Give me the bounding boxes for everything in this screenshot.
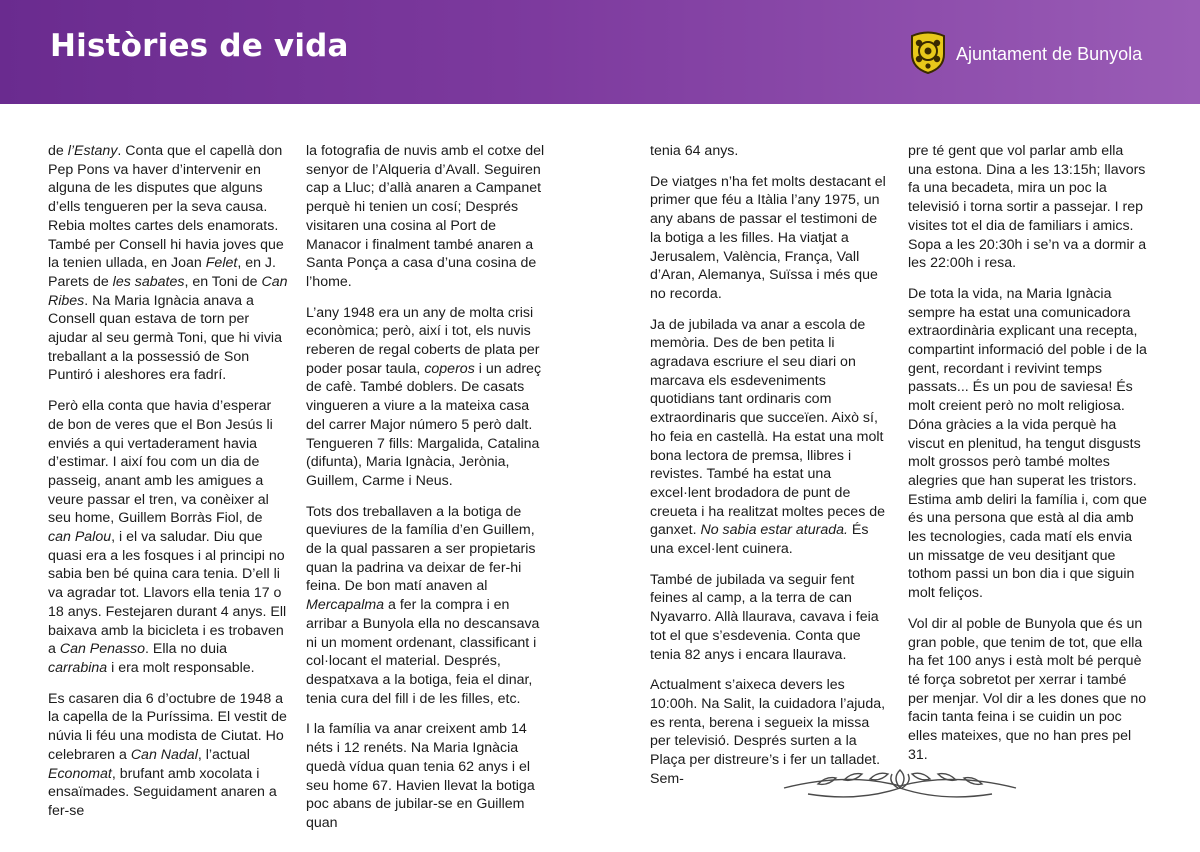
text-segment: , en J. Parets de [48, 255, 276, 290]
italic-text: Economat [48, 765, 112, 782]
text-segment: . Conta que el capellà don Pep Pons va haver d’intervenir en alguna de les disputes que alguns d’ells tengueren per la seva causa. Rebia moltes cartes dels enamorats. També per Consell hi havia joves que la tenien ullada, en Joan [48, 143, 284, 272]
text-segment: Però ella conta que havia d’esperar de bon de veres que el Bon Jesús li enviés a qui vertaderament havia d’estimar. I així fou com un dia de passeig, anant amb les amigues a veure passar el tren, va conèixer al seu home, Guillem Borràs Fiol, de [48, 398, 273, 527]
text-segment: De viatges n’ha fet molts destacant el primer que féu a Itàlia l’any 1975, un any abans de passar el testimoni de la botiga a les filles. Ha viatjat a Jerusalem, València, França, Vall d’Aran, Alemanya, Suïssa i més que no recorda. [650, 173, 886, 302]
text-segment: de [48, 143, 68, 159]
text-segment: Tots dos treballaven a la botiga de queviures de la família d’en Guillem, de la qual passaren a ser propietaris quan la padrina va deixar de fer-hi feina. De bon matí anaven al [306, 503, 536, 595]
italic-text: les sabates [112, 273, 185, 290]
text-segment: I la família va anar creixent amb 14 néts i 12 renéts. Na Maria Ignàcia quedà vídua quan tenia 62 anys i el seu home 67. Havien llevat la botiga poc abans de jubilar-se en Guillem quan [306, 721, 535, 831]
coat-of-arms-icon [908, 30, 948, 79]
italic-text: Can Penasso [59, 641, 146, 658]
organization-name: Ajuntament de Bunyola [956, 44, 1143, 64]
text-segment: Vol dir al poble de Bunyola que és un gran poble, que tenim de tot, que ella ha fet 100 anys i està molt bé perquè té força sobretot per xerrar i també per menjar. Vol dir a les dones que no facin tanta feina i se cuidin un poc elles mateixes, que no han pres pel 31. [908, 615, 1147, 763]
italic-text: coperos [424, 360, 475, 377]
paragraph [908, 615, 1148, 765]
text-segment: Ja de jubilada va anar a escola de memòria. Des de ben petita li agradava escriure el seu diari on marcava els esdeveniments quotidians tant ordinaris com extraordinaris que succeïen. Això sí, ho feia en castellà. Ha estat una molt bona lectora de premsa, llibres i revistes. També ha estat una excel·lent brodadora de punt de creueta i ha realitzat moltes peces de ganxet. [650, 316, 886, 539]
italic-text: Can Ribes [48, 273, 288, 309]
italic-text: carrabina [48, 659, 108, 676]
text-segment: De tota la vida, na Maria Ignàcia sempre ha estat una comunicadora extraordinària explicant una recepta, compartint informació del poble i de la gent, recordant i revivint temps passats... És un pou de saviesa! És molt creient però no molt religiosa. Dóna gràcies a la vida perquè ha viscut en plenitud, ha tengut disgusts molt grossos però també moltes alegries que han superat les tristors. Estima amb deliri la família i, com que és una persona que està al dia amb les tecnologies, cada matí els envia un missatge de veu desitjant que tothom passi un bon dia i que siguin molt feliços. [908, 285, 1147, 602]
laurel-ornament-icon [778, 762, 1022, 811]
paragraph [908, 285, 1148, 603]
paragraph [650, 571, 890, 665]
text-segment: , l’actual [197, 746, 250, 763]
text-column-1 [48, 142, 288, 833]
text-segment: És una excel·lent cuinera. [650, 522, 869, 558]
italic-text: can Palou [48, 529, 112, 546]
paragraph [650, 142, 890, 161]
paragraph [650, 316, 890, 559]
text-column-4 [908, 142, 1148, 777]
paragraph [48, 142, 288, 385]
text-column-2 [306, 142, 548, 845]
text-segment: Actualment s’aixeca devers les 10:00h. Na Salit, la cuidadora l’ajuda, es renta, berena i segueix la missa per televisió. Després surten a la Plaça per distreure’s i fer un talladet. Sem- [650, 677, 886, 787]
text-segment: L’any 1948 era un any de molta crisi econòmica; però, així i tot, els nuvis reberen de regal coberts de plata per poder posar taula, [306, 304, 540, 377]
italic-text: Can Nadal [130, 746, 198, 763]
paragraph [306, 142, 548, 292]
text-segment: , i el va saludar. Diu que quasi era a les fosques i al principi no sabia ben bé quina cara tenia. D’ell li va agradar tot. Llavors ella tenia 17 o 18 anys. Festejaren durant 4 anys. Ell baixava amb la bicicleta i es trobaven a [48, 529, 287, 658]
text-column-3 [650, 142, 890, 801]
text-segment: , brufant amb xocolata i ensaïmades. Seguidament anaren a fer-se [48, 765, 277, 819]
text-segment: També de jubilada va seguir fent feines al camp, a la terra de can Nyavarro. Allà llaurava, cavava i feia tot el que s’esdevenia. Conta que tenia 82 anys i encara llaurava. [650, 571, 879, 663]
paragraph [306, 503, 548, 709]
italic-text: Felet [205, 255, 238, 272]
italic-text: l’Estany [67, 143, 118, 159]
paragraph [306, 720, 548, 832]
text-segment: a fer la compra i en arribar a Bunyola ella no descansava ni un moment ordenant, classificant i col·locant el material. Després, despatxava a la botiga, feia el dinar, tenia cura del fill i de les filles, etc. [306, 597, 540, 707]
text-segment: . Na Maria Ignàcia anava a Consell quan estava de torn per ajudar al seu germà Toni, que hi vivia treballant a la possessió de Son Puntiró i aleshores era fadrí. [48, 292, 282, 384]
text-segment: la fotografia de nuvis amb el cotxe del senyor de l’Alqueria d’Avall. Seguiren cap a Lluc; d’allà anaren a Campanet perquè hi tenien un cosí; Després visitaren una cosina al Port de Manacor i finalment també anaren a Santa Ponça a casa d’una cosina de l’home. [306, 143, 545, 290]
text-segment: , en Toni de [184, 273, 262, 290]
text-segment: pre té gent que vol parlar amb ella una estona. Dina a les 13:15h; llavors fa una becadeta, mira un poc la televisió i torna sortir a passejar. I rep visites tot el dia de familiars i amics. Sopa a les 20:30h i se’n va a dormir a les 22:00h i resa. [908, 143, 1147, 272]
organization-brand [908, 30, 1142, 79]
page-header [0, 0, 1200, 104]
italic-text: Mercapalma [306, 597, 385, 614]
text-segment: i era molt responsable. [107, 659, 255, 676]
text-segment: tenia 64 anys. [650, 143, 739, 159]
italic-text: No sabia estar aturada. [700, 522, 848, 539]
text-segment: i un adreç de cafè. També doblers. De casats vingueren a viure a la mateixa casa del carrer Major número 5 però dalt. Tengueren 7 fills: Margalida, Catalina (difunta), Maria Ignàcia, Jerònia, Guillem, Carme i Neus. [306, 360, 542, 489]
paragraph [650, 173, 890, 304]
text-segment: . Ella no duia [145, 641, 228, 658]
paragraph [48, 690, 288, 821]
paragraph [306, 304, 548, 491]
paragraph [48, 397, 288, 678]
paragraph [908, 142, 1148, 273]
text-segment: Es casaren dia 6 d’octubre de 1948 a la capella de la Puríssima. El vestit de núvia li féu una modista de Ciutat. Ho celebraren a [48, 690, 287, 763]
page-title: Històries de vida [50, 28, 349, 64]
